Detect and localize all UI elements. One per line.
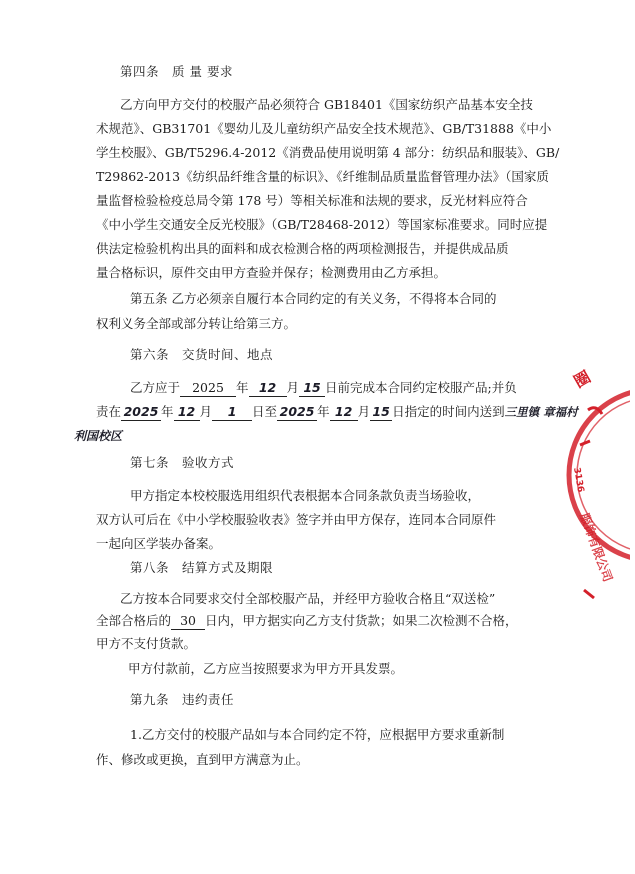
article-4-line-2: 术规范》、GB31701《婴幼儿及儿童纺织产品安全技术规范》、GB/T31888《中小: [96, 121, 552, 136]
article-7-line-2: 双方认可后在《中小学校服验收表》签字并由甲方保存，连同本合同原件: [96, 512, 497, 527]
article-9-line-1: 1.乙方交付的校服产品如与本合同约定不符，应根据甲方要求重新制: [130, 727, 505, 742]
article-6-text: 年: [161, 404, 174, 419]
article-8-line-3: 甲方不支付货款。: [96, 636, 197, 651]
seal-company-text: 服饰有限公司: [577, 511, 615, 584]
article-4-heading: 第四条 质 量 要求: [120, 64, 233, 79]
article-7-line-1: 甲方指定本校校服选用组织代表根据本合同条款负责当场验收，: [130, 488, 481, 503]
article-7-heading: 第七条 验收方式: [130, 455, 235, 470]
article-6-text: 责在: [96, 404, 122, 419]
article-4-line-7: 供法定检验机构出具的面料和成衣检测合格的两项检测报告，并提供成品质: [96, 241, 509, 256]
article-4-line-5: 量监督检验检疫总局令第 178 号）等相关标准和法规的要求，反光材料应符合: [96, 193, 528, 208]
article-8-heading: 第八条 结算方式及期限: [130, 560, 274, 575]
article-4-line-4: T29862-2013《纺织品纤维含量的标识》、《纤维制品质量监督管理办法》（国家质: [96, 169, 549, 184]
article-6-text: 月: [286, 380, 300, 395]
article-6-text: 月: [357, 404, 371, 419]
article-4-line-1: 乙方向甲方交付的校服产品必须符合 GB18401《国家纺织产品基本安全技: [120, 97, 533, 112]
delivery-end-year: 2025: [277, 404, 317, 421]
article-8-line-4: 甲方付款前，乙方应当按照要求为甲方开具发票。: [128, 661, 404, 676]
seal-char-1: 圈: [570, 367, 594, 392]
article-8-line-1: 乙方按本合同要求交付全部校服产品，并经甲方验收合格且“双送检”: [120, 591, 496, 606]
completion-month: 12: [249, 380, 287, 397]
article-5-line-2: 权利义务全部或部分转让给第三方。: [96, 316, 297, 331]
delivery-place-handwritten-2: 利国校区: [74, 429, 123, 443]
article-9-line-2: 作、修改或更换，直到甲方满意为止。: [96, 752, 309, 767]
delivery-start-month: 12: [174, 404, 200, 421]
article-6-text: 日至: [252, 404, 278, 419]
article-8-line-2: [96, 613, 526, 630]
article-6-text: 年: [317, 404, 330, 419]
payment-days: 30: [171, 613, 205, 630]
article-4-line-8: 量合格标识，原件交由甲方查验并保存；检测费用由乙方承担。: [96, 265, 447, 280]
company-seal: [560, 340, 630, 610]
article-6-text: 月: [199, 404, 213, 419]
article-9-heading: 第九条 违约责任: [130, 692, 235, 707]
article-6-text: 年: [236, 380, 249, 395]
completion-day: 15: [299, 380, 325, 397]
article-8-text: 全部合格后的: [96, 613, 172, 628]
article-4-line-6: 《中小学生交通安全反光校服》（GB/T28468-2012）等国家标准要求。同时应提: [96, 217, 548, 232]
article-6-text: 日指定的时间内送到: [392, 404, 505, 419]
article-6-heading: 第六条 交货时间、地点: [130, 347, 274, 362]
article-6-line-1: [130, 380, 560, 397]
article-6-text: 日前完成本合同约定校服产品;并负: [325, 380, 517, 395]
delivery-end-month: 12: [330, 404, 358, 421]
delivery-start-day: 1: [212, 404, 252, 421]
delivery-place-handwritten: 三里镇 章福村: [504, 405, 578, 419]
article-4-line-3: 学生校服》、GB/T5296.4-2012《消费品使用说明第 4 部分：纺织品和服装》、GB/: [96, 145, 560, 160]
article-5-line-1: 第五条 乙方必须亲自履行本合同约定的有关义务，不得将本合同的: [130, 291, 497, 306]
delivery-end-day: 15: [370, 404, 392, 421]
company-seal-graphic: [560, 340, 630, 610]
completion-year: 2025: [180, 380, 236, 397]
seal-number: 3136: [571, 466, 586, 494]
article-7-line-3: 一起向区学装办备案。: [96, 536, 222, 551]
article-6-line-2: [96, 404, 578, 421]
article-8-text: 日内，甲方据实向乙方支付货款；如果二次检测不合格，: [205, 613, 518, 628]
delivery-start-year: 2025: [121, 404, 161, 421]
article-6-text: 乙方应于: [130, 380, 181, 395]
